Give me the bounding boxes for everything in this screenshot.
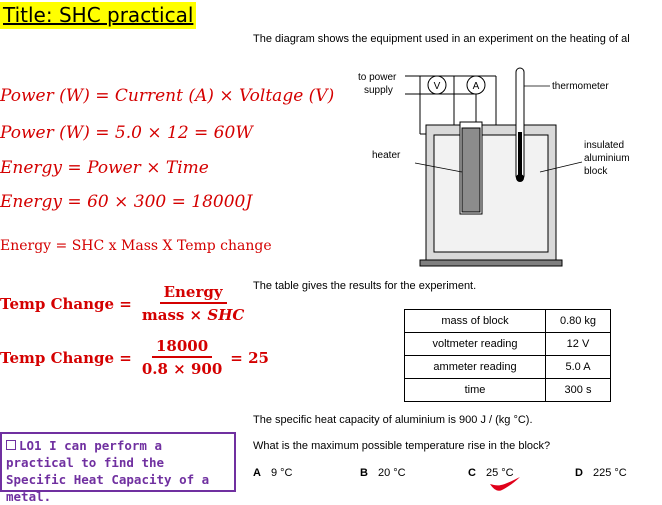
block-label-3: block [584, 166, 608, 177]
formula-fraction [138, 282, 248, 326]
energy-calculation: Energy = 60 × 300 = 18000J [0, 192, 253, 212]
shc-equation: Energy = SHC x Mass X Temp change [0, 238, 272, 254]
checkbox-icon [6, 440, 16, 450]
formula-denominator-var: SHC [207, 306, 245, 324]
calc-fraction [138, 336, 226, 380]
shc-statement: The specific heat capacity of aluminium is 900 J / (kg °C). [253, 414, 533, 426]
answer-letter: C [468, 467, 476, 479]
question-intro: The diagram shows the equipment used in an experiment on the heating of al [253, 33, 630, 45]
calc-label: Temp Change = [0, 349, 132, 367]
answer-letter: A [253, 467, 261, 479]
ammeter-label: A [472, 81, 480, 92]
table-intro: The table gives the results for the experiment. [253, 280, 477, 292]
thermometer-label: thermometer [552, 81, 609, 92]
formula-denominator [138, 304, 248, 326]
answer-letter: B [360, 467, 368, 479]
answer-text: 9 °C [270, 467, 293, 479]
energy-equation: Energy = Power × Time [0, 158, 209, 178]
table-row [405, 379, 611, 402]
answer-d[interactable] [575, 467, 627, 479]
answer-a[interactable] [253, 467, 292, 479]
heater-label: heater [372, 150, 401, 161]
formula-numerator: Energy [160, 282, 227, 304]
question-prompt: What is the maximum possible temperature rise in the block? [253, 440, 551, 452]
calc-numerator: 18000 [152, 336, 212, 358]
block-label-1: insulated [584, 140, 625, 151]
table-cell-quantity: voltmeter reading [405, 333, 546, 356]
answer-b[interactable] [360, 467, 406, 479]
results-table [404, 309, 611, 402]
supply-label-1: to power [358, 72, 397, 83]
power-equation: Power (W) = Current (A) × Voltage (V) [0, 86, 335, 106]
table-cell-quantity: ammeter reading [405, 356, 546, 379]
answer-text: 20 °C [377, 467, 406, 479]
table-row [405, 333, 611, 356]
learning-objective [0, 432, 236, 504]
answer-letter: D [575, 467, 583, 479]
temp-change-formula [0, 282, 248, 326]
answer-text: 225 °C [592, 467, 627, 479]
formula-denominator-prefix: mass × [141, 306, 203, 324]
supply-label-2: supply [364, 85, 393, 96]
table-cell-value: 5.0 A [546, 356, 611, 379]
temp-change-calculation [0, 336, 269, 380]
block-label-2: aluminium [584, 153, 630, 164]
formula-label: Temp Change = [0, 295, 132, 313]
calc-denominator: 0.8 × 900 [141, 360, 223, 378]
voltmeter-label: V [433, 81, 441, 92]
objective-text: LO1 I can perform a practical to find the Specific Heat Capacity of a metal. [6, 438, 210, 504]
table-cell-value: 300 s [546, 379, 611, 402]
table-row [405, 310, 611, 333]
answer-text: 25 °C [485, 467, 514, 479]
heater-element [462, 128, 480, 212]
apparatus-diagram [350, 62, 662, 270]
calc-result: = 25 [230, 349, 269, 367]
power-calculation: Power (W) = 5.0 × 12 = 60W [0, 123, 253, 143]
page-title: Title: SHC practical [0, 2, 196, 29]
table-cell-quantity: mass of block [405, 310, 546, 333]
tick-icon [488, 474, 522, 494]
table-cell-value: 12 V [546, 333, 611, 356]
table-row [405, 356, 611, 379]
table-cell-quantity: time [405, 379, 546, 402]
table-cell-value: 0.80 kg [546, 310, 611, 333]
